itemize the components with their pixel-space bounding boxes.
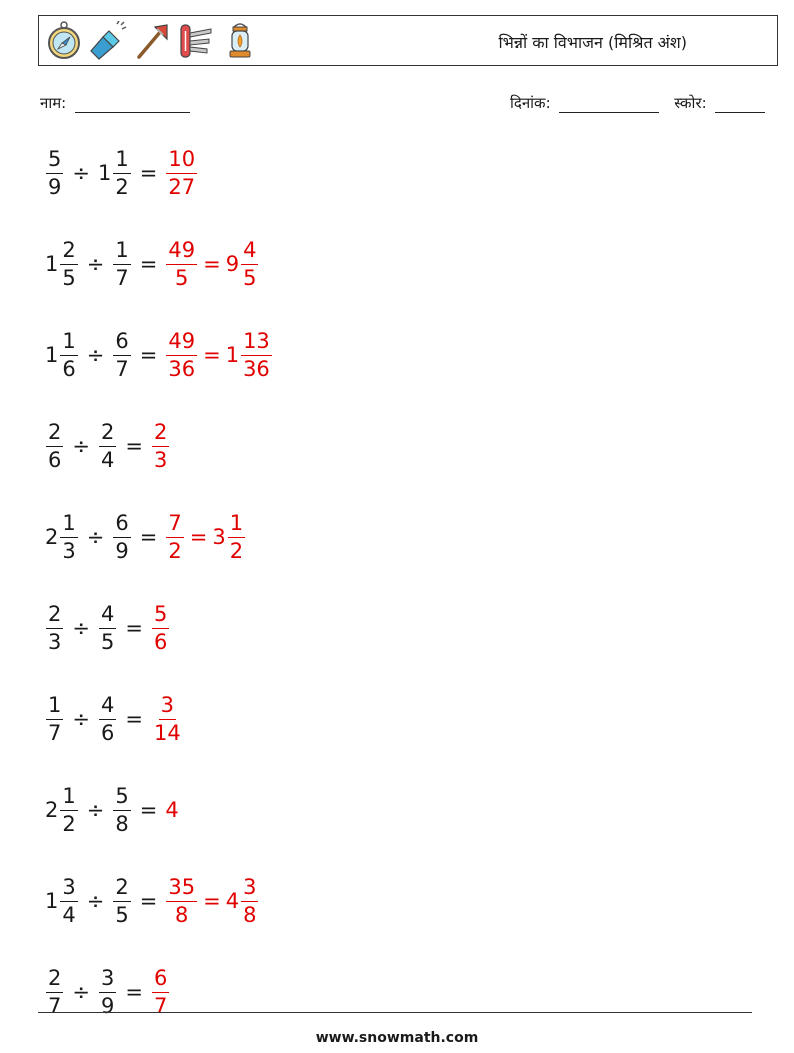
numerator: 1 xyxy=(60,331,77,356)
answer-value xyxy=(151,965,170,1018)
denominator: 6 xyxy=(100,720,115,745)
numerator: 10 xyxy=(166,149,197,174)
denominator: 5 xyxy=(243,265,257,290)
equals-sign: = xyxy=(139,252,158,276)
divisor xyxy=(112,874,131,927)
fraction xyxy=(166,146,197,199)
denominator: 3 xyxy=(48,629,62,654)
answer-value xyxy=(165,146,198,199)
divisor xyxy=(112,328,131,381)
denominator: 2 xyxy=(229,538,244,563)
numerator: 1 xyxy=(60,786,77,811)
score-blank[interactable] xyxy=(715,97,765,113)
problem-row xyxy=(45,229,259,299)
footer-url: www.snowmath.com xyxy=(315,1030,479,1046)
whole-number: 1 xyxy=(45,252,59,276)
equals-sign: = xyxy=(203,252,221,276)
whole-number: 4 xyxy=(225,889,240,913)
whole-number: 1 xyxy=(45,889,59,913)
numerator: 1 xyxy=(113,240,130,265)
compass-icon xyxy=(45,21,83,61)
numerator: 2 xyxy=(46,604,63,629)
divisor xyxy=(97,146,132,199)
numerator: 2 xyxy=(46,968,63,993)
numerator: 1 xyxy=(46,695,63,720)
divide-sign: ÷ xyxy=(86,889,105,913)
numerator: 4 xyxy=(241,240,258,265)
name-field xyxy=(40,93,190,113)
denominator: 3 xyxy=(153,447,168,472)
name-blank[interactable] xyxy=(75,97,190,113)
date-label: दिनांक: xyxy=(510,94,551,112)
answer xyxy=(165,798,179,822)
denominator: 6 xyxy=(48,447,62,472)
fraction xyxy=(113,146,130,199)
fraction xyxy=(99,692,116,745)
numerator: 6 xyxy=(113,513,130,538)
fraction xyxy=(60,510,77,563)
numerator: 5 xyxy=(113,786,130,811)
denominator: 2 xyxy=(62,811,76,836)
equals-sign: = xyxy=(203,889,221,913)
fraction xyxy=(152,601,169,654)
whole-number: 1 xyxy=(45,343,59,367)
denominator: 7 xyxy=(115,265,129,290)
numerator: 5 xyxy=(152,604,169,629)
fraction xyxy=(46,965,63,1018)
denominator: 5 xyxy=(175,265,189,290)
answer-value xyxy=(165,328,198,381)
numerator: 2 xyxy=(46,422,63,447)
divisor xyxy=(98,692,117,745)
fraction xyxy=(46,419,63,472)
dividend xyxy=(45,510,79,563)
equals-sign: = xyxy=(125,980,143,1004)
fraction xyxy=(166,328,197,381)
fraction xyxy=(60,783,77,836)
worksheet-header xyxy=(38,15,778,66)
fraction xyxy=(166,510,183,563)
axe-icon xyxy=(133,21,171,61)
equals-sign: = xyxy=(203,343,221,367)
numerator: 13 xyxy=(241,331,272,356)
equals-sign: = xyxy=(139,525,158,549)
denominator: 8 xyxy=(115,811,129,836)
problem-row xyxy=(45,866,259,936)
fraction xyxy=(241,874,258,927)
answer-value xyxy=(225,328,273,381)
denominator: 4 xyxy=(62,902,76,927)
name-label: नाम: xyxy=(40,94,67,112)
denominator: 2 xyxy=(168,538,182,563)
equals-sign: = xyxy=(125,434,143,458)
denominator: 9 xyxy=(100,993,115,1018)
numerator: 1 xyxy=(228,513,245,538)
divide-sign: ÷ xyxy=(86,343,105,367)
equals-sign: = xyxy=(139,798,158,822)
answer xyxy=(151,601,170,654)
dividend xyxy=(45,874,79,927)
divide-sign: ÷ xyxy=(72,980,90,1004)
answer-value xyxy=(165,510,184,563)
fraction xyxy=(113,874,130,927)
fraction xyxy=(152,419,169,472)
numerator: 49 xyxy=(166,331,197,356)
denominator: 2 xyxy=(115,174,129,199)
fraction xyxy=(152,692,183,745)
fraction xyxy=(99,419,116,472)
numerator: 6 xyxy=(152,968,169,993)
divide-sign: ÷ xyxy=(72,161,90,185)
score-label: स्कोर: xyxy=(674,94,707,112)
fraction xyxy=(241,237,258,290)
date-blank[interactable] xyxy=(559,97,659,113)
numerator: 2 xyxy=(152,422,169,447)
fraction xyxy=(46,146,63,199)
divide-sign: ÷ xyxy=(86,252,105,276)
divisor xyxy=(112,237,131,290)
denominator: 8 xyxy=(243,902,257,927)
divisor xyxy=(112,783,131,836)
problem-row xyxy=(45,775,180,845)
fraction xyxy=(99,601,116,654)
answer xyxy=(151,419,170,472)
problem-row xyxy=(45,502,246,572)
fraction xyxy=(60,237,77,290)
equals-sign: = xyxy=(189,525,208,549)
problem-row xyxy=(45,957,170,1027)
numerator: 4 xyxy=(99,695,116,720)
divisor xyxy=(98,419,117,472)
divide-sign: ÷ xyxy=(72,707,90,731)
fraction xyxy=(113,328,130,381)
numerator: 3 xyxy=(99,968,116,993)
denominator: 5 xyxy=(115,902,129,927)
answer-value xyxy=(151,692,184,745)
numerator: 2 xyxy=(60,240,77,265)
denominator: 4 xyxy=(100,447,115,472)
denominator: 5 xyxy=(62,265,76,290)
fraction xyxy=(152,965,169,1018)
date-score-fields xyxy=(510,93,765,113)
numerator: 2 xyxy=(113,877,130,902)
fraction xyxy=(113,510,130,563)
whole-number: 9 xyxy=(225,252,240,276)
numerator: 2 xyxy=(99,422,116,447)
numerator: 5 xyxy=(46,149,63,174)
dividend xyxy=(45,601,64,654)
denominator: 36 xyxy=(168,356,196,381)
divisor xyxy=(112,510,131,563)
numerator: 49 xyxy=(166,240,197,265)
answer xyxy=(165,237,259,290)
problem-row xyxy=(45,411,170,481)
answer xyxy=(151,965,170,1018)
divide-sign: ÷ xyxy=(72,616,90,640)
answer xyxy=(165,874,259,927)
fraction xyxy=(60,328,77,381)
answer-value xyxy=(165,237,198,290)
fraction xyxy=(46,601,63,654)
fraction xyxy=(99,965,116,1018)
whole-number: 3 xyxy=(212,525,226,549)
dividend xyxy=(45,146,64,199)
fraction xyxy=(113,783,130,836)
fraction xyxy=(60,874,77,927)
fraction xyxy=(166,874,197,927)
denominator: 6 xyxy=(153,629,168,654)
fraction xyxy=(113,237,130,290)
fraction xyxy=(228,510,245,563)
equals-sign: = xyxy=(139,343,158,367)
answer-value xyxy=(151,601,170,654)
denominator: 27 xyxy=(168,174,196,199)
denominator: 3 xyxy=(62,538,76,563)
problem-row xyxy=(45,684,184,754)
dividend xyxy=(45,419,64,472)
problem-row xyxy=(45,320,273,390)
problem-row xyxy=(45,593,170,663)
numerator: 6 xyxy=(113,331,130,356)
numerator: 35 xyxy=(166,877,197,902)
denominator: 7 xyxy=(48,720,62,745)
whole-number: 4 xyxy=(165,798,179,822)
dividend xyxy=(45,692,64,745)
numerator: 3 xyxy=(159,695,176,720)
divide-sign: ÷ xyxy=(86,525,105,549)
equals-sign: = xyxy=(125,707,143,731)
whole-number: 2 xyxy=(45,525,59,549)
divide-sign: ÷ xyxy=(72,434,90,458)
numerator: 3 xyxy=(60,877,77,902)
equals-sign: = xyxy=(139,889,158,913)
fraction xyxy=(166,237,197,290)
lantern-icon xyxy=(221,21,259,61)
numerator: 4 xyxy=(99,604,116,629)
equals-sign: = xyxy=(139,161,158,185)
divide-sign: ÷ xyxy=(86,798,105,822)
footer-divider xyxy=(38,1012,752,1013)
header-icons xyxy=(45,20,259,62)
multitool-icon xyxy=(177,21,215,61)
answer xyxy=(165,328,272,381)
answer-value xyxy=(151,419,170,472)
answer-value xyxy=(225,874,260,927)
answer xyxy=(151,692,184,745)
dividend xyxy=(45,783,79,836)
divisor xyxy=(98,965,117,1018)
answer-value xyxy=(165,874,198,927)
denominator: 14 xyxy=(153,720,181,745)
dividend xyxy=(45,237,79,290)
equals-sign: = xyxy=(125,616,143,640)
fraction xyxy=(241,328,272,381)
denominator: 9 xyxy=(115,538,129,563)
denominator: 7 xyxy=(153,993,168,1018)
denominator: 8 xyxy=(175,902,189,927)
worksheet-title: भिन्नों का विभाजन (मिश्रित अंश) xyxy=(498,33,687,52)
numerator: 1 xyxy=(113,149,130,174)
answer xyxy=(165,510,246,563)
denominator: 6 xyxy=(62,356,76,381)
whole-number: 1 xyxy=(97,161,112,185)
whole-number: 1 xyxy=(225,343,240,367)
dividend xyxy=(45,965,64,1018)
whole-number: 2 xyxy=(45,798,59,822)
answer-value xyxy=(225,237,260,290)
fraction xyxy=(46,692,63,745)
numerator: 7 xyxy=(166,513,183,538)
denominator: 7 xyxy=(48,993,62,1018)
dividend xyxy=(45,328,79,381)
denominator: 9 xyxy=(48,174,62,199)
answer-value xyxy=(212,510,246,563)
problem-row xyxy=(45,138,198,208)
answer-value xyxy=(165,798,179,822)
denominator: 7 xyxy=(115,356,129,381)
numerator: 3 xyxy=(241,877,258,902)
denominator: 36 xyxy=(243,356,270,381)
flashlight-icon xyxy=(89,21,127,61)
numerator: 1 xyxy=(60,513,77,538)
divisor xyxy=(98,601,117,654)
denominator: 5 xyxy=(100,629,115,654)
answer xyxy=(165,146,198,199)
